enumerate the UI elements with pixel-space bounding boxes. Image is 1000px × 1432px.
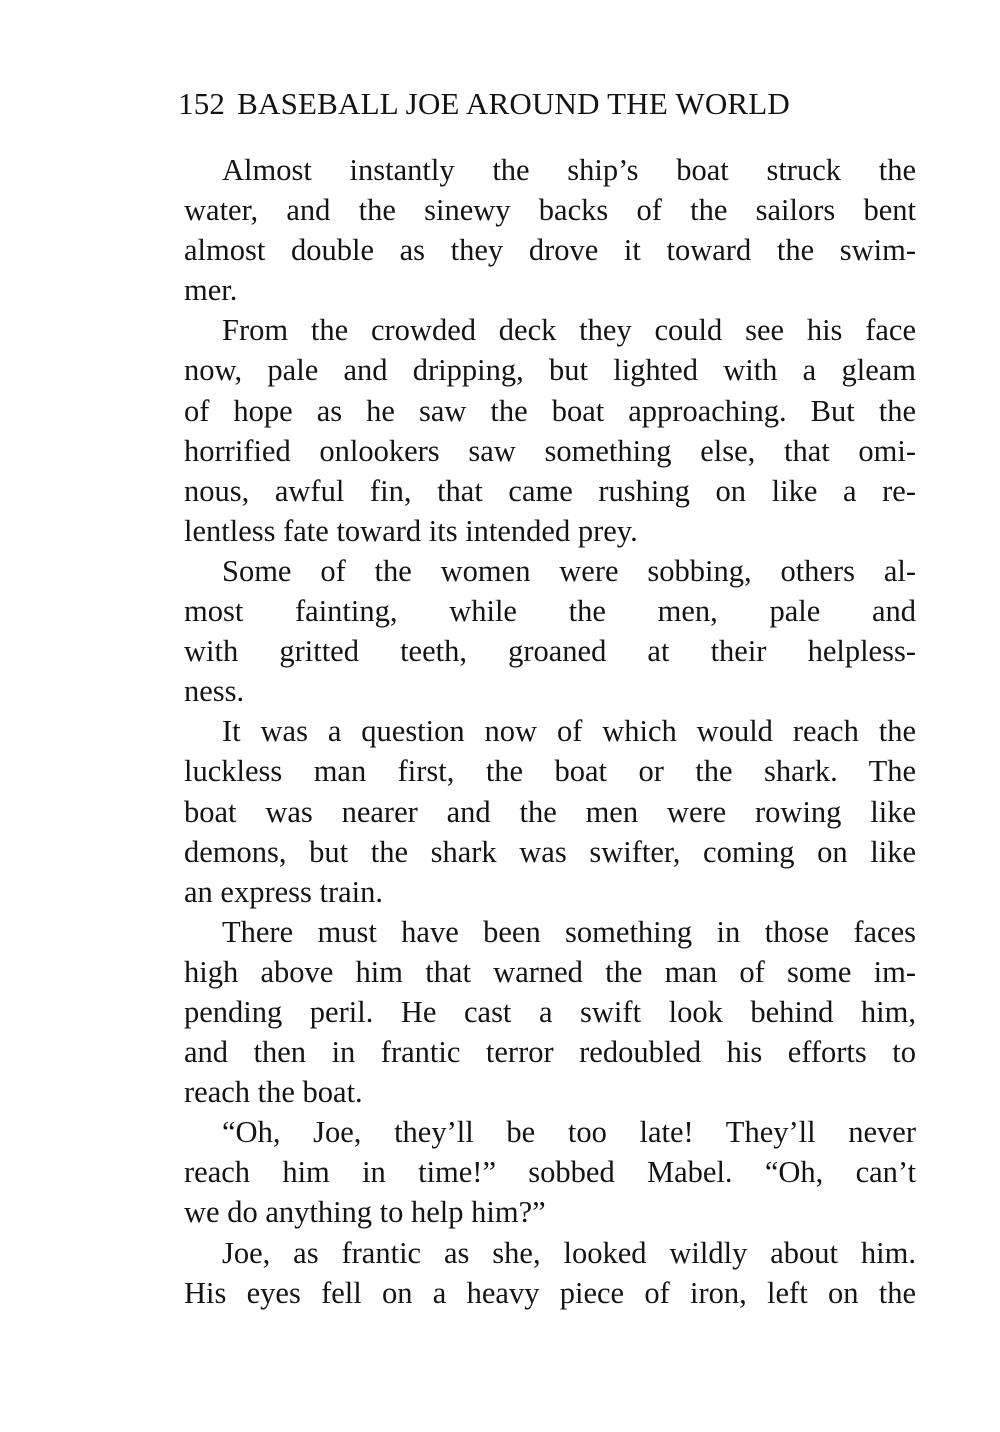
text-line: of hope as he saw the boat approaching. But the bbox=[184, 393, 916, 428]
text-line: an express train. bbox=[184, 874, 384, 909]
text-line: Joe, as frantic as she, looked wildly about him. bbox=[222, 1235, 916, 1270]
running-title: BASEBALL JOE AROUND THE WORLD bbox=[237, 86, 791, 121]
text-line: water, and the sinewy backs of the sailors bent bbox=[184, 193, 916, 228]
text-line: There must have been something in those faces bbox=[222, 914, 916, 949]
text-line: From the crowded deck they could see his face bbox=[222, 313, 916, 348]
text-line: reach the boat. bbox=[184, 1075, 363, 1110]
text-line: Almost instantly the ship’s boat struck the bbox=[222, 153, 916, 187]
text-line: and then in frantic terror redoubled his efforts to bbox=[184, 1035, 916, 1070]
text-line: luckless man first, the boat or the shark. The bbox=[184, 754, 916, 789]
text-line: pending peril. He cast a swift look behind him, bbox=[184, 994, 916, 1029]
text-line: “Oh, Joe, they’ll be too late! They’ll never bbox=[222, 1115, 916, 1150]
text-line: Some of the women were sobbing, others al- bbox=[222, 553, 916, 588]
text-line: almost double as they drove it toward the swim- bbox=[184, 233, 916, 268]
text-line: boat was nearer and the men were rowing like bbox=[184, 794, 916, 829]
text-line: most fainting, while the men, pale and bbox=[184, 594, 916, 629]
text-line: with gritted teeth, groaned at their helpless- bbox=[184, 634, 916, 669]
text-line: mer. bbox=[184, 273, 238, 308]
running-header bbox=[178, 84, 890, 124]
text-line: demons, but the shark was swifter, coming on like bbox=[184, 834, 916, 869]
text-line: nous, awful fin, that came rushing on like a re- bbox=[184, 473, 916, 508]
text-line: reach him in time!” sobbed Mabel. “Oh, can’t bbox=[184, 1155, 916, 1190]
text-line: horrified onlookers saw something else, that omi- bbox=[184, 433, 916, 468]
text-line: It was a question now of which would reach the bbox=[222, 714, 916, 749]
text-line: now, pale and dripping, but lighted with a gleam bbox=[184, 353, 916, 388]
text-line: ness. bbox=[184, 674, 245, 709]
body-text bbox=[184, 150, 916, 1313]
text-line: high above him that warned the man of some im- bbox=[184, 954, 916, 989]
text-line: His eyes fell on a heavy piece of iron, left on the bbox=[184, 1275, 916, 1310]
text-line: lentless fate toward its intended prey. bbox=[184, 513, 638, 548]
text-line: we do anything to help him?” bbox=[184, 1195, 546, 1230]
page-number: 152 bbox=[178, 86, 226, 121]
